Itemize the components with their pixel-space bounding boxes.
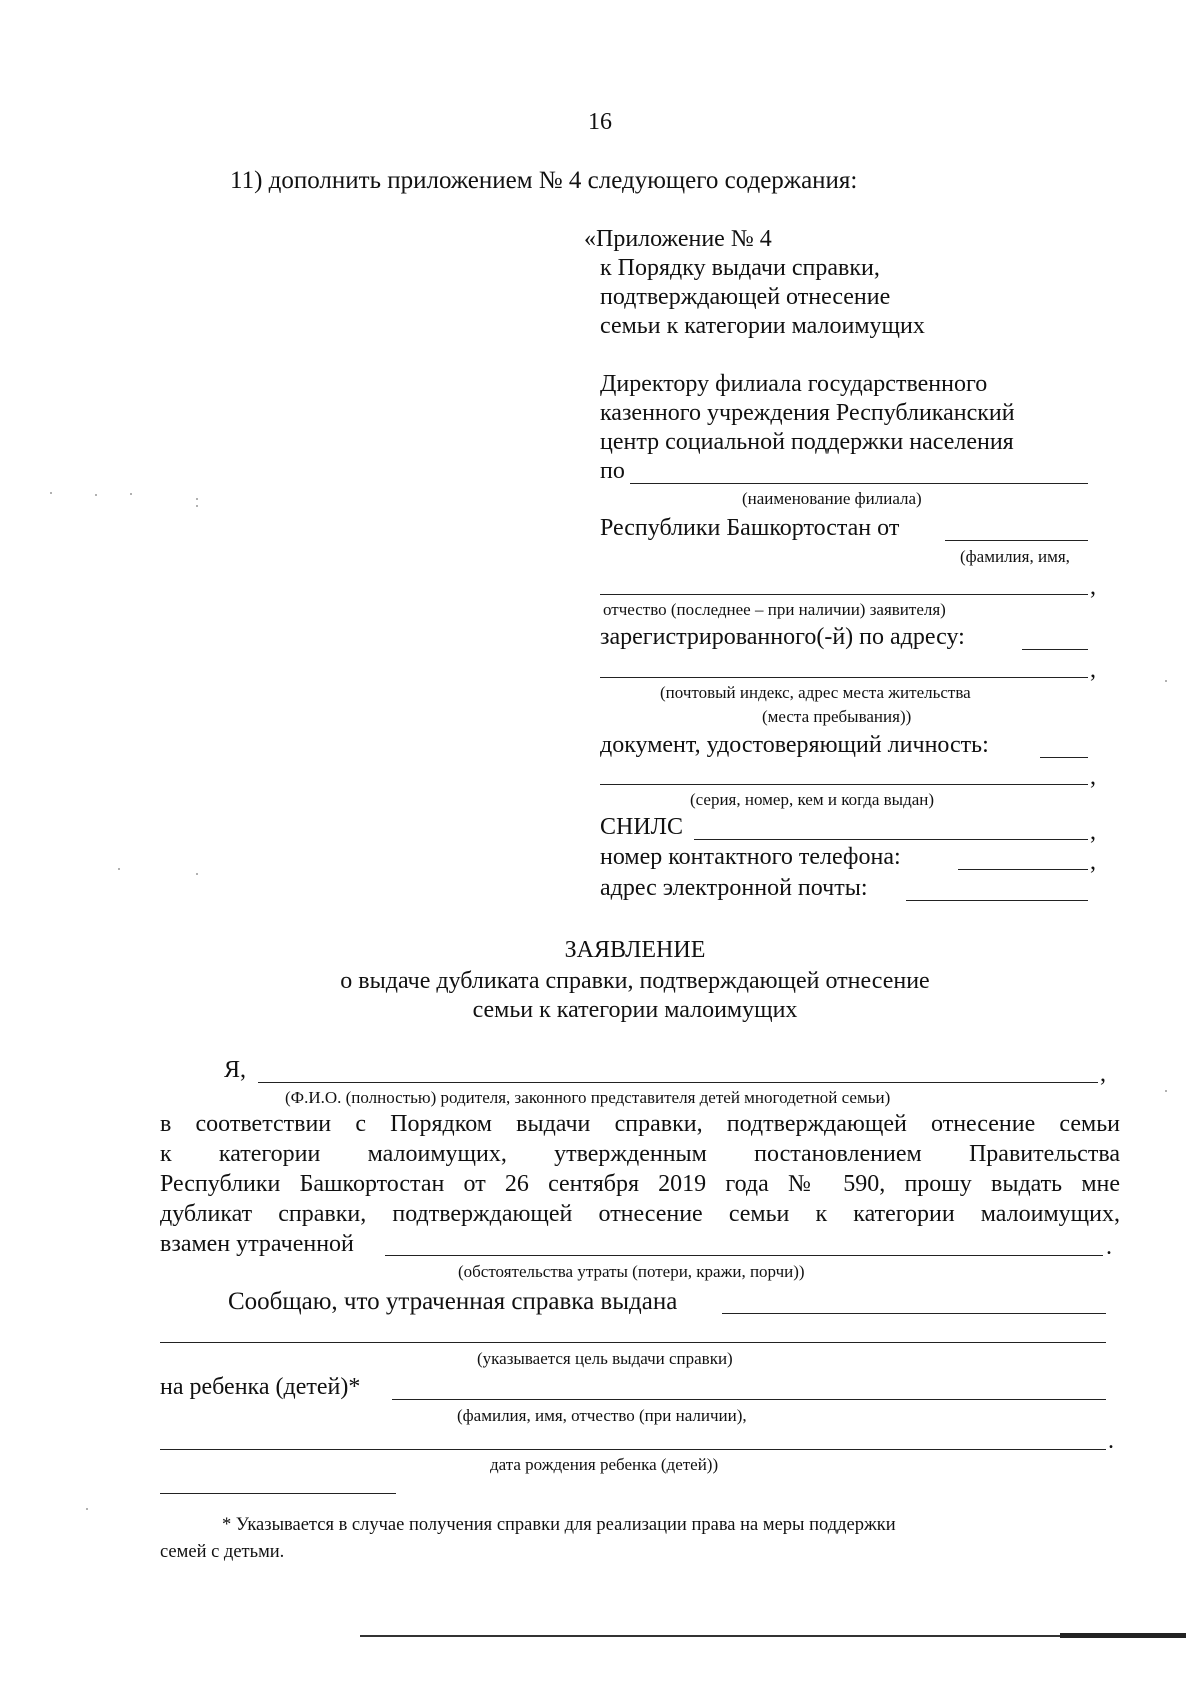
address-caption-1: (почтовый индекс, адрес места жительства [660,683,971,702]
footnote-line-2: семей с детьми. [160,1542,285,1562]
issued-field-2[interactable] [160,1342,1106,1343]
purpose-caption: (указывается цель выдачи справки) [477,1349,733,1368]
appendix-line-1: «Приложение № 4 [584,226,772,252]
scan-speck [130,493,132,495]
intro-line: 11) дополнить приложением № 4 следующего содержания: [230,167,858,194]
scan-speck [196,498,198,500]
body-line-1: в соответствии с Порядком выдачи справки, подтверждающей отнесение семьи [160,1111,1120,1137]
document-field-1[interactable] [1040,757,1088,758]
addressee-line-1: Директору филиала государственного [600,371,988,397]
registered-label: зарегистрированного(-й) по адресу: [600,624,965,650]
scan-speck [1165,680,1167,682]
scan-speck [196,505,198,507]
comma-6: , [1100,1061,1106,1087]
applicant-name-field-2[interactable] [600,594,1088,595]
issued-field-1[interactable] [722,1313,1106,1314]
applicant-fio-field[interactable] [258,1082,1098,1083]
period-2: . [1108,1428,1114,1454]
name-caption-2: отчество (последнее – при наличии) заявителя) [603,600,946,619]
email-label: адрес электронной почты: [600,875,868,901]
addressee-line-2: казенного учреждения Республиканский [600,400,1015,426]
body-line-3: Республики Башкортостан от 26 сентября 2019 года № 590, прошу выдать мне [160,1171,1120,1197]
document-caption: (серия, номер, кем и когда выдан) [690,790,935,809]
period-1: . [1106,1234,1112,1260]
child-label: на ребенка (детей)* [160,1374,361,1400]
snils-field[interactable] [694,839,1088,840]
phone-label: номер контактного телефона: [600,844,901,870]
page-number: 16 [588,109,612,135]
republic-label: Республики Башкортостан от [600,515,900,541]
fio-caption: (Ф.И.О. (полностью) родителя, законного представителя детей многодетной семьи) [285,1088,891,1107]
branch-caption: (наименование филиала) [742,489,922,508]
address-field-2[interactable] [600,677,1088,678]
phone-field[interactable] [958,869,1088,870]
loss-circumstances-field[interactable] [385,1255,1103,1256]
comma-1: , [1090,574,1096,600]
snils-label: СНИЛС [600,814,683,840]
scan-speck [1165,1090,1167,1092]
appendix-line-2: к Порядку выдачи справки, [600,255,880,281]
appendix-line-3: подтверждающей отнесение [600,284,891,310]
email-field[interactable] [906,900,1088,901]
scan-speck [118,868,120,870]
applicant-name-field-1[interactable] [945,540,1088,541]
loss-caption: (обстоятельства утраты (потери, кражи, порчи)) [458,1262,805,1281]
statement-title: ЗАЯВЛЕНИЕ [564,937,706,963]
comma-3: , [1090,764,1096,790]
comma-5: , [1090,849,1096,875]
scan-speck [50,492,52,494]
child-caption-2: дата рождения ребенка (детей)) [490,1455,719,1474]
appendix-line-4: семьи к категории малоимущих [600,313,925,339]
scan-speck [95,494,97,496]
child-field-1[interactable] [392,1399,1106,1400]
comma-4: , [1090,819,1096,845]
body-line-2: к категории малоимущих, утвержденным постановлением Правительства [160,1141,1120,1167]
addressee-line-3: центр социальной поддержки населения [600,429,1014,455]
child-field-2[interactable] [160,1449,1106,1450]
po-label: по [600,458,625,484]
document-label: документ, удостоверяющий личность: [600,732,989,758]
statement-subtitle-2: семьи к категории малоимущих [472,997,798,1023]
branch-name-field[interactable] [630,483,1088,484]
scan-speck [196,873,198,875]
body-line-4: дубликат справки, подтверждающей отнесение семьи к категории малоимущих, [160,1201,1120,1227]
i-label: Я, [224,1057,247,1083]
footnote-separator [160,1493,396,1494]
scan-speck [86,1508,88,1510]
bottom-rule-thick [1060,1633,1186,1638]
instead-label: взамен утраченной [160,1231,354,1257]
statement-subtitle-1: о выдаче дубликата справки, подтверждающей отнесение [340,968,930,994]
comma-2: , [1090,657,1096,683]
address-field-1[interactable] [1022,649,1088,650]
child-caption-1: (фамилия, имя, отчество (при наличии), [457,1406,747,1425]
issued-label: Сообщаю, что утраченная справка выдана [228,1288,678,1315]
address-caption-2: (места пребывания)) [762,707,912,726]
footnote-line-1: * Указывается в случае получения справки для реализации права на меры поддержки [222,1515,896,1535]
document-field-2[interactable] [600,784,1088,785]
name-caption-1: (фамилия, имя, [960,547,1070,566]
